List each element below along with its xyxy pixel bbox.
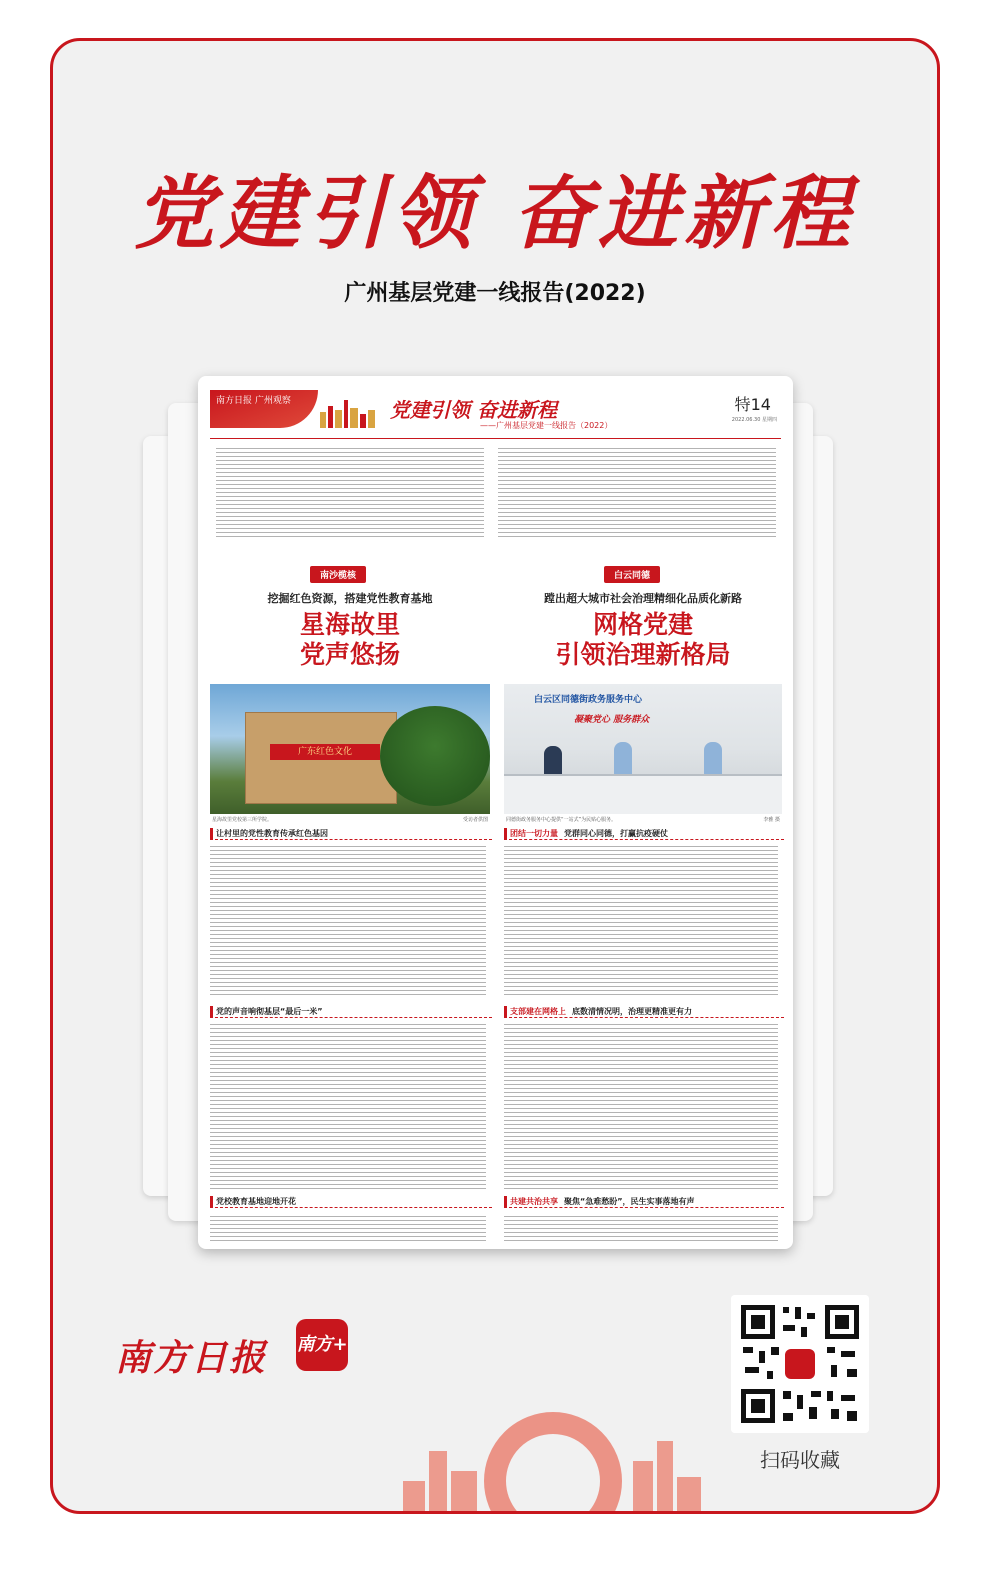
right-section-tag: 白云同德 xyxy=(604,566,660,583)
right-story xyxy=(504,566,782,1216)
nanfang-plus-app-icon[interactable]: 南方+ xyxy=(296,1319,348,1371)
right-body-3 xyxy=(504,1216,778,1244)
right-kicker: 蹚出超大城市社会治理精细化品质化新路 xyxy=(544,592,742,605)
page-number: 特14 xyxy=(734,395,771,414)
left-body-1 xyxy=(210,846,486,996)
right-body-2 xyxy=(504,1024,778,1189)
skyline-icon xyxy=(318,398,378,428)
left-headline-1: 星海故里 xyxy=(299,610,400,639)
left-kicker: 挖掘红色资源，搭建党性教育基地 xyxy=(267,592,433,605)
left-intro-text xyxy=(216,448,484,538)
person-shape-2 xyxy=(614,742,632,774)
left-body-3 xyxy=(210,1216,486,1244)
person-shape-1 xyxy=(544,746,562,774)
left-subhead-1: 让村里的党性教育传承红色基因 xyxy=(210,828,492,840)
nanfang-daily-logo: 南方日报 xyxy=(115,1337,268,1379)
tree-shape xyxy=(380,706,490,806)
newspaper-masthead: 党建引领 奋进新程 xyxy=(390,398,557,422)
right-headline-2: 引领治理新格局 xyxy=(555,640,731,669)
newspaper-masthead-sub: ——广州基层党建一线报告（2022） xyxy=(480,421,613,430)
left-photo-credit: 受访者供图 xyxy=(462,817,488,823)
city-skyline-icon xyxy=(393,1411,713,1514)
person-shape-3 xyxy=(704,742,722,774)
right-photo-credit: 李雅 摄 xyxy=(763,817,780,823)
service-slogan: 凝聚党心 服务群众 xyxy=(574,715,650,725)
service-counter xyxy=(504,774,782,814)
left-body-2 xyxy=(210,1024,486,1189)
right-intro-text xyxy=(498,448,776,538)
right-headline-1: 网格党建 xyxy=(592,610,693,639)
poster-frame xyxy=(50,38,940,1514)
left-subhead-3: 党校教育基地迎地开花 xyxy=(210,1196,492,1208)
left-story xyxy=(210,566,490,1216)
right-subhead-2: 支部建在网格上 底数清情况明，治理更精准更有力 xyxy=(504,1006,784,1018)
newspaper-header xyxy=(210,390,781,436)
header-rule xyxy=(210,438,781,439)
right-subhead-3: 共建共治共享 聚焦“急难愁盼”，民生实事落地有声 xyxy=(504,1196,784,1208)
left-photo xyxy=(210,684,490,814)
poster-subtitle: 广州基层党建一线报告(2022) xyxy=(344,281,646,306)
poster-title: 党建引领 奋进新程 xyxy=(134,166,856,260)
right-photo-caption: 同德街政务服务中心提供“一站式”为民贴心服务。 xyxy=(506,817,617,823)
building-sign: 广东红色文化 xyxy=(270,744,380,760)
newspaper-page[interactable] xyxy=(198,376,793,1249)
right-body-1 xyxy=(504,846,778,996)
right-subhead-1: 团结一切力量 党群同心同德，打赢抗疫硬仗 xyxy=(504,828,784,840)
page-meta: 2022.06.30 星期四 xyxy=(731,417,777,423)
qr-code-icon[interactable] xyxy=(731,1295,869,1433)
brand-tab: 南方日报 广州观察 xyxy=(210,390,318,428)
right-photo xyxy=(504,684,782,814)
left-section-tag: 南沙榄核 xyxy=(310,566,366,583)
left-headline-2: 党声悠扬 xyxy=(299,640,400,669)
left-subhead-2: 党的声音响彻基层“最后一米” xyxy=(210,1006,492,1018)
qr-caption: 扫码收藏 xyxy=(760,1448,840,1472)
service-center-sign: 白云区同德街政务服务中心 xyxy=(534,695,643,705)
left-photo-caption: 星海故里党校第三所学院。 xyxy=(212,817,273,823)
